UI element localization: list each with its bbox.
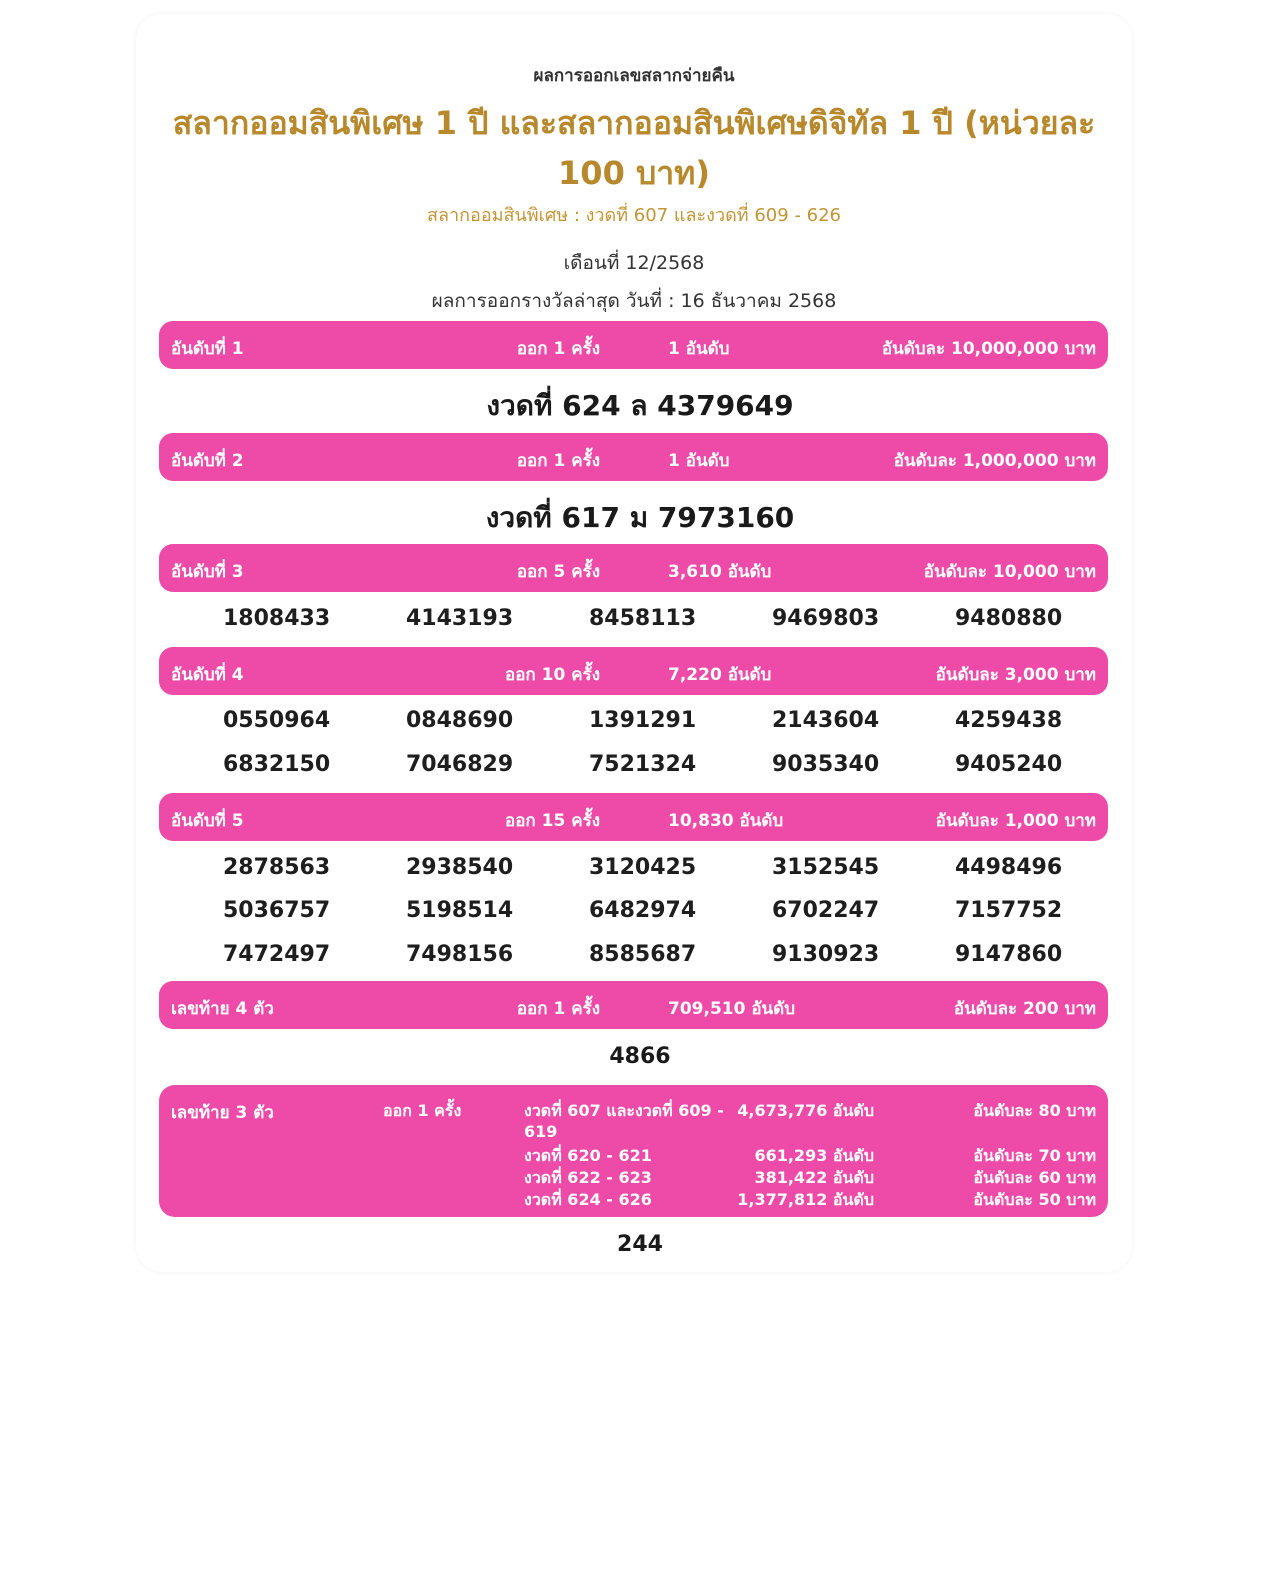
period-count: 381,422 อันดับ	[754, 1168, 874, 1187]
prize-1-bar	[159, 321, 1108, 369]
page-title: สลากออมสินพิเศษ 1 ปี และสลากออมสินพิเศษดิจิทัล 1 ปี (หน่วยละ 100 บาท)	[172, 104, 1096, 192]
prize-number: 9130923	[772, 942, 880, 967]
prize-number: 4259438	[955, 708, 1063, 733]
prize-number: 6702247	[772, 898, 880, 923]
prize-times: ออก 1 ครั้ง	[383, 1101, 462, 1120]
latest-date: ผลการออกรางวัลล่าสุด วันที่ : 16 ธันวาคม 2568	[431, 290, 837, 312]
prize-number: 7472497	[223, 942, 331, 967]
prize-number: 2143604	[772, 708, 880, 733]
prize-times: ออก 10 ครั้ง	[504, 665, 600, 685]
prize-2-bar	[159, 433, 1108, 481]
prize-number: 2938540	[406, 855, 514, 880]
prize-number: 7046829	[406, 752, 514, 777]
prize-number: 9147860	[955, 942, 1063, 967]
prize-rank: อันดับที่ 4	[171, 665, 244, 685]
period-count: 661,293 อันดับ	[754, 1146, 874, 1165]
prize-count: 7,220 อันดับ	[668, 665, 772, 685]
last4-bar	[159, 981, 1108, 1029]
prize-number: 9469803	[772, 606, 880, 631]
prize-number: 4498496	[955, 855, 1063, 880]
prize-times: ออก 5 ครั้ง	[516, 562, 600, 582]
prize-number: 8585687	[589, 942, 697, 967]
prize-1-result: งวดที่ 624 ล 4379649	[486, 389, 794, 422]
prize-rank: อันดับที่ 1	[171, 339, 244, 359]
prize-number: 3120425	[589, 855, 697, 880]
prize-amount: อันดับละ 10,000 บาท	[923, 562, 1096, 582]
prize-rank: เลขท้าย 4 ตัว	[171, 999, 274, 1019]
last3-bar	[159, 1085, 1108, 1217]
prize-4-bar	[159, 647, 1108, 695]
prize-count: 709,510 อันดับ	[668, 999, 796, 1019]
prize-3-row-1	[223, 606, 1123, 636]
header-small: ผลการออกเลขสลากจ่ายคืน	[533, 66, 735, 86]
period-count: 1,377,812 อันดับ	[737, 1190, 874, 1209]
period-prize: อันดับละ 80 บาท	[973, 1101, 1096, 1120]
prize-count: 3,610 อันดับ	[668, 562, 772, 582]
results-card	[136, 14, 1132, 1272]
prize-number: 9035340	[772, 752, 880, 777]
prize-number: 2878563	[223, 855, 331, 880]
prize-number: 6482974	[589, 898, 697, 923]
prize-count: 1 อันดับ	[668, 451, 730, 471]
period-label: งวดที่ 620 - 621	[524, 1146, 652, 1165]
prize-number: 0550964	[223, 708, 331, 733]
prize-amount: อันดับละ 1,000 บาท	[935, 811, 1096, 831]
prize-number: 6832150	[223, 752, 331, 777]
prize-times: ออก 1 ครั้ง	[516, 999, 600, 1019]
prize-number: 9480880	[955, 606, 1063, 631]
period-count: 4,673,776 อันดับ	[737, 1101, 874, 1120]
prize-number: 3152545	[772, 855, 880, 880]
prize-number: 4143193	[406, 606, 514, 631]
prize-number: 7498156	[406, 942, 514, 967]
prize-5-bar	[159, 793, 1108, 841]
prize-count: 1 อันดับ	[668, 339, 730, 359]
prize-number: 1808433	[223, 606, 331, 631]
month-label: เดือนที่ 12/2568	[563, 252, 705, 274]
prize-times: ออก 1 ครั้ง	[516, 339, 600, 359]
period-label: งวดที่ 624 - 626	[524, 1190, 652, 1209]
prize-amount: อันดับละ 3,000 บาท	[935, 665, 1096, 685]
prize-amount: อันดับละ 1,000,000 บาท	[893, 451, 1096, 471]
prize-number: 9405240	[955, 752, 1063, 777]
prize-2-result: งวดที่ 617 ม 7973160	[485, 501, 795, 534]
period-prize: อันดับละ 60 บาท	[973, 1168, 1096, 1187]
prize-number: 7521324	[589, 752, 697, 777]
period-prize: อันดับละ 70 บาท	[973, 1146, 1096, 1165]
prize-rank: อันดับที่ 3	[171, 562, 244, 582]
prize-4-row-2	[223, 752, 1123, 782]
subtitle: สลากออมสินพิเศษ : งวดที่ 607 และงวดที่ 609 - 626	[427, 205, 841, 226]
prize-rank: อันดับที่ 5	[171, 811, 244, 831]
prize-times: ออก 1 ครั้ง	[516, 451, 600, 471]
prize-number: 0848690	[406, 708, 514, 733]
prize-count: 10,830 อันดับ	[668, 811, 784, 831]
period-prize: อันดับละ 50 บาท	[973, 1190, 1096, 1209]
prize-number: 8458113	[589, 606, 697, 631]
prize-rank: เลขท้าย 3 ตัว	[171, 1103, 274, 1123]
prize-3-bar	[159, 544, 1108, 592]
prize-number: 5036757	[223, 898, 331, 923]
prize-number: 7157752	[955, 898, 1063, 923]
prize-times: ออก 15 ครั้ง	[504, 811, 600, 831]
last4-result: 4866	[609, 1044, 671, 1069]
last3-result: 244	[617, 1232, 663, 1257]
prize-amount: อันดับละ 10,000,000 บาท	[881, 339, 1096, 359]
prize-5-row-1	[223, 855, 1123, 885]
prize-number: 1391291	[589, 708, 697, 733]
prize-number: 5198514	[406, 898, 514, 923]
prize-5-row-3	[223, 942, 1123, 972]
prize-amount: อันดับละ 200 บาท	[953, 999, 1096, 1019]
period-label: งวดที่ 607 และงวดที่ 609 -	[524, 1101, 724, 1120]
period-label: งวดที่ 622 - 623	[524, 1168, 652, 1187]
prize-rank: อันดับที่ 2	[171, 451, 244, 471]
period-label: 619	[524, 1122, 558, 1141]
prize-5-row-2	[223, 898, 1123, 928]
prize-4-row-1	[223, 708, 1123, 738]
